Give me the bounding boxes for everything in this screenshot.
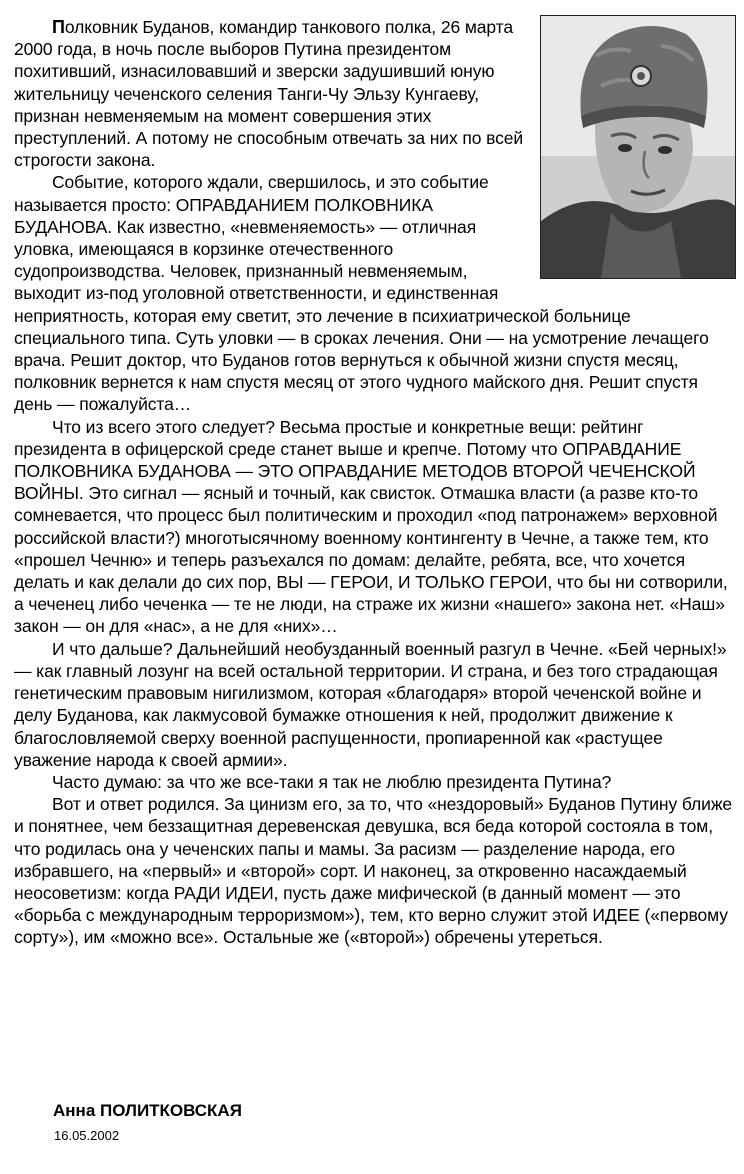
portrait-photo xyxy=(540,15,736,279)
dropcap: П xyxy=(52,17,65,37)
paragraph-5: Часто думаю: за что же все-таки я так не люблю президента Путина? xyxy=(52,771,612,792)
paragraph-text: олковник Буданов, командир танкового полка, 26 марта 2000 года, в ночь после выборов Путина президентом похитивший, изнасиловавший и зверски задушивший юную жительницу чеченского селения Танги-Чу Эльзу Кунгаеву, признан невменяемым на момент совершения этих преступлений. А потому не способным отвечать за них по всей строгости закона. xyxy=(14,17,524,171)
paragraph-2: Событие, которого ждали, свершилось, и это событие называется просто: ОПРАВДАНИЕМ ПОЛКОВНИКА БУДАНОВА. Как известно, «невменяемость» — отличная уловка, имеющаяся в корзинке отечественного судопроизводства. Человек, признанный невменяемым, выходит из-под уголовной ответственности, и единственная неприятность, которая ему светит, это лечение в психиатрической больнице специального типа. Суть уловки — в сроках лечения. Они — на усмотрение лечащего врача. Решит доктор, что Буданов готов вернуться к обычной жизни спустя месяц, полковник вернется к нам спустя месяц от этого чудного майского дня. Решит спустя день — пожалуйста… xyxy=(14,172,709,415)
paragraph-4: И что дальше? Дальнейший необузданный военный разгул в Чечне. «Бей черных!» — как главный лозунг на всей остальной территории. И страна, и без того страдающая генетическим правовым нигилизмом, которая «благодаря» второй чеченской войне и делу Буданова, как лакмусовой бумажке отношения к ней, продолжит движение к благословляемой сверху военной распущенности, пропиаренной как «растущее уважение народа к своей армии». xyxy=(14,638,727,770)
article-body xyxy=(14,16,736,949)
paragraph-6: Вот и ответ родился. За цинизм его, за то, что «нездоровый» Буданов Путину ближе и понятнее, чем беззащитная деревенская девушка, вся беда которой состояла в том, что родилась она у чеченских папы и мамы. За расизм — разделение народа, его избравшего, на «первый» и «второй» сорт. И наконец, за откровенно насаждаемый неосоветизм: когда РАДИ ИДЕИ, пусть даже мифической (в данный момент — это «борьба с международным терроризмом»), тем, кто верно служит этой ИДЕЕ («первому сорту»), им «можно все». Остальные же («второй») обречены утереться. xyxy=(14,794,733,948)
author-signature: Анна ПОЛИТКОВСКАЯ xyxy=(53,1101,242,1120)
paragraph-3: Что из всего этого следует? Весьма простые и конкретные вещи: рейтинг президента в офицерской среде станет выше и крепче. Потому что ОПРАВДАНИЕ ПОЛКОВНИКА БУДАНОВА — ЭТО ОПРАВДАНИЕ МЕТОДОВ ВТОРОЙ ЧЕЧЕНСКОЙ ВОЙНЫ. Это сигнал — ясный и точный, как свисток. Отмашка власти (а разве кто-то сомневается, что процесс был политическим и проходил «под патронажем» верховной российской власти?) многотысячному военному контингенту в Чечне, а также тем, кто «прошел Чечню» и теперь разъехался по домам: делайте, ребята, все, что хочется делать и как делали до сих пор, ВЫ — ГЕРОИ, И ТОЛЬКО ГЕРОИ, что бы ни сотворили, а чеченец либо чеченка — те не люди, на страже их жизни «нашего» закона нет. «Наш» закон — он для «нас», а не для «них»… xyxy=(14,416,728,637)
portrait-photo-icon xyxy=(541,16,735,278)
publication-date: 16.05.2002 xyxy=(54,1128,120,1143)
